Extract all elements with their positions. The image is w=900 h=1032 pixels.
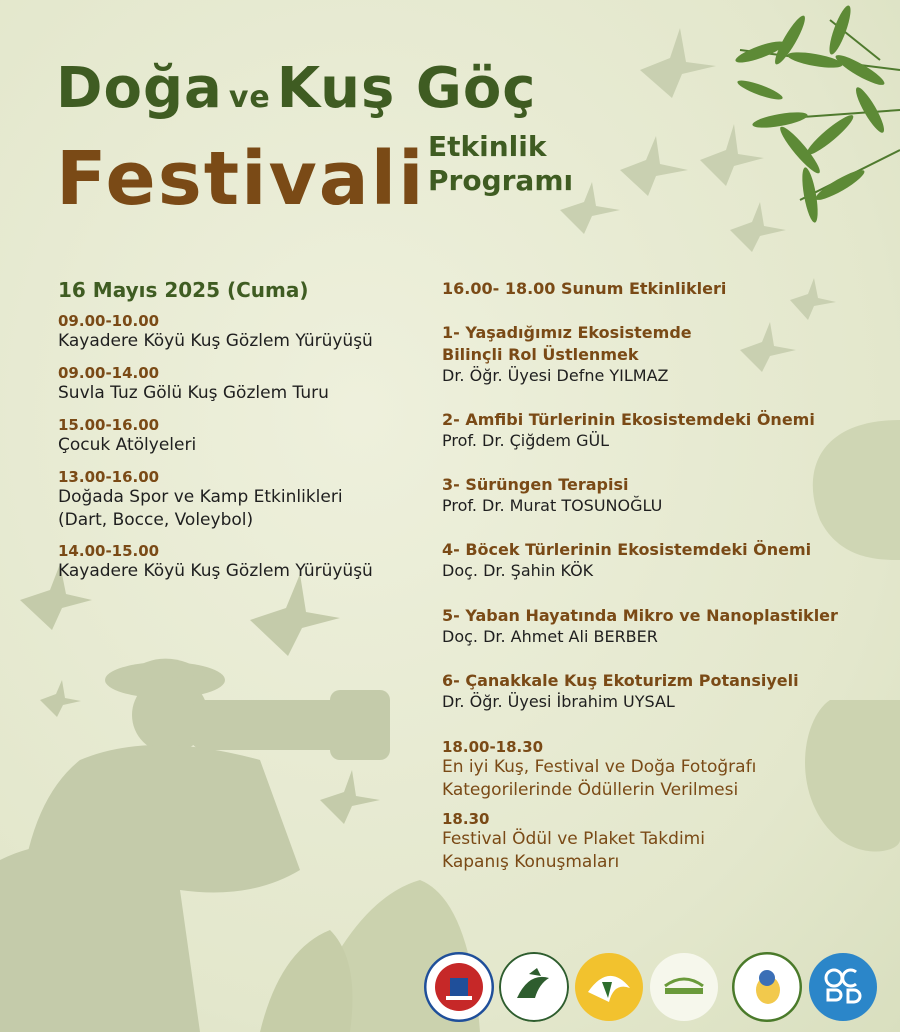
presentation-speaker: Dr. Öğr. Üyesi Defne YILMAZ (442, 366, 669, 385)
presentation-speaker: Doç. Dr. Şahin KÖK (442, 561, 594, 580)
presentation-title: 1- Yaşadığımız Ekosistemde (442, 323, 692, 342)
event-title: Çocuk Atölyeleri (58, 435, 197, 455)
morning-event (58, 312, 373, 353)
presentation-title: 4- Böcek Türlerinin Ekosistemdeki Önemi (442, 540, 812, 559)
presentation-title: Bilinçli Rol Üstlenmek (442, 345, 639, 364)
event-title: Festival Ödül ve Plaket Takdimi (442, 829, 705, 849)
presentation-item (442, 539, 811, 580)
event-title: Suvla Tuz Gölü Kuş Gözlem Turu (58, 383, 329, 403)
event-time: 14.00-15.00 (58, 542, 160, 560)
subtitle-line2: Programı (428, 164, 574, 197)
closing-event (442, 810, 705, 874)
poster-title-line1 (56, 56, 537, 121)
event-time: 13.00-16.00 (58, 468, 160, 486)
title-word-doga: Doğa (56, 56, 223, 121)
event-time: 18.00-18.30 (442, 738, 544, 756)
presentation-speaker: Doç. Dr. Ahmet Ali BERBER (442, 627, 658, 646)
presentation-item (442, 605, 838, 646)
university-seal-icon (424, 952, 494, 1022)
morning-event (58, 468, 343, 532)
palm-leaves-illustration (734, 4, 900, 224)
subtitle-line1: Etkinlik (428, 130, 547, 163)
morning-event (58, 542, 373, 583)
event-time: 09.00-10.00 (58, 312, 160, 330)
presentation-speaker: Prof. Dr. Çiğdem GÜL (442, 431, 610, 450)
bird-club-badge-icon (732, 952, 802, 1022)
morning-event (58, 416, 196, 457)
etokder-logo-icon (649, 952, 719, 1022)
event-title: Kapanış Konuşmaları (442, 852, 620, 872)
presentation-title: 3- Sürüngen Terapisi (442, 475, 629, 494)
event-date: 16 Mayıs 2025 (Cuma) (58, 278, 309, 302)
event-time: 18.30 (442, 810, 490, 828)
title-word-ve: ve (228, 80, 271, 115)
poster-subtitle (428, 130, 573, 198)
event-time: 09.00-14.00 (58, 364, 160, 382)
presentation-title: 6- Çanakkale Kuş Ekoturizm Potansiyeli (442, 671, 799, 690)
presentation-speaker: Prof. Dr. Murat TOSUNOĞLU (442, 496, 663, 515)
event-title: Doğada Spor ve Kamp Etkinlikleri (58, 487, 343, 507)
event-title: Kayadere Köyü Kuş Gözlem Yürüyüşü (58, 331, 373, 351)
title-word-kus-goc: Kuş Göç (276, 56, 537, 121)
closing-event (442, 738, 756, 802)
trakus-logo-icon (574, 952, 644, 1022)
presentation-title: 5- Yaban Hayatında Mikro ve Nanoplastikler (442, 606, 838, 625)
event-title-detail: (Dart, Bocce, Voleybol) (58, 510, 254, 530)
event-title: Kategorilerinde Ödüllerin Verilmesi (442, 780, 739, 800)
presentation-item (442, 409, 815, 450)
event-title: En iyi Kuş, Festival ve Doğa Fotoğrafı (442, 757, 757, 777)
presentation-item (442, 474, 662, 515)
presentation-speaker: Dr. Öğr. Üyesi İbrahim UYSAL (442, 692, 675, 711)
ocbd-logo-icon (808, 952, 878, 1022)
poster-title-line2: Festivali (56, 136, 426, 222)
presentations-header: 16.00- 18.00 Sunum Etkinlikleri (442, 279, 727, 298)
presentation-item (442, 322, 692, 385)
presentation-item (442, 670, 799, 711)
morning-event (58, 364, 329, 405)
presentation-title: 2- Amfibi Türlerinin Ekosistemdeki Önemi (442, 410, 815, 429)
event-time: 15.00-16.00 (58, 416, 160, 434)
festival-bird-emblem-icon (499, 952, 569, 1022)
event-title: Kayadere Köyü Kuş Gözlem Yürüyüşü (58, 561, 373, 581)
